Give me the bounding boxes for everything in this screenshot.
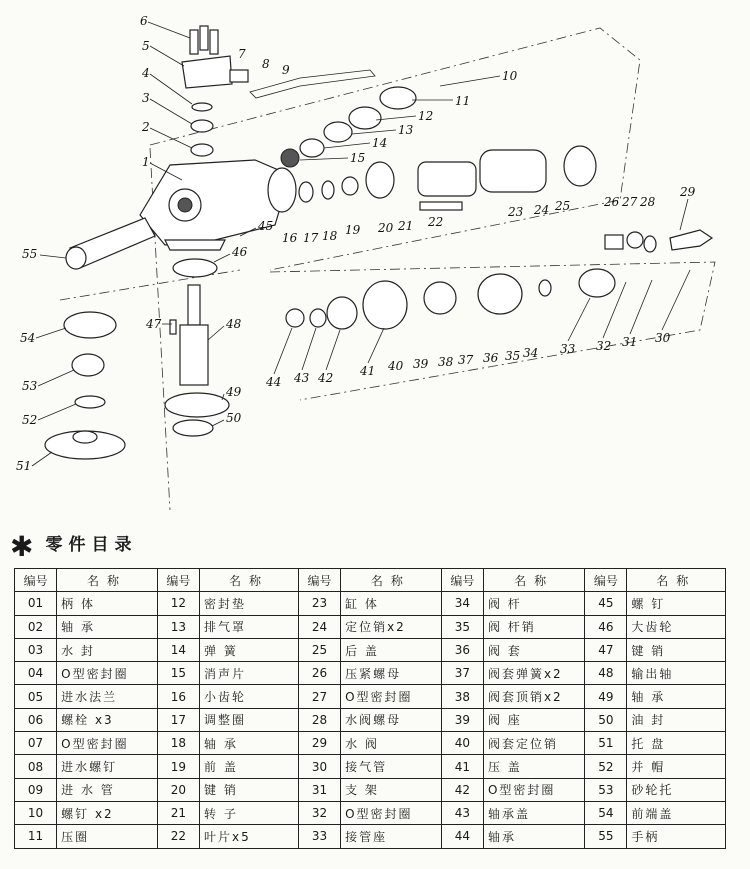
part-number: 37 (441, 662, 483, 685)
callout: 37 (458, 353, 474, 367)
part-number: 07 (15, 732, 57, 755)
callout: 50 (226, 411, 242, 425)
callout: 31 (622, 335, 638, 349)
callout: 38 (438, 355, 454, 369)
part-name: 定位销x2 (341, 615, 442, 638)
part-name: 水 封 (57, 638, 158, 661)
callout: 33 (560, 342, 576, 356)
table-row (15, 732, 726, 755)
part-name: 输出轴 (627, 662, 726, 685)
callout: 42 (318, 371, 334, 385)
part-number: 54 (585, 801, 627, 824)
header-number: 编号 (157, 569, 199, 592)
part-number: 17 (157, 708, 199, 731)
callout: 16 (282, 231, 298, 245)
part-number: 29 (298, 732, 340, 755)
callout: 3 (142, 91, 150, 105)
callout: 47 (146, 317, 162, 331)
part-name: O型密封圈 (341, 801, 442, 824)
callout: 27 (622, 195, 638, 209)
part-number: 33 (298, 825, 340, 848)
part-number: 34 (441, 592, 483, 615)
callout: 35 (505, 349, 521, 363)
callout: 26 (604, 195, 620, 209)
callout: 46 (232, 245, 248, 259)
part-name: 阀套顶销x2 (483, 685, 584, 708)
part-name: 进水螺钉 (57, 755, 158, 778)
part-number: 16 (157, 685, 199, 708)
part-name: 螺钉 x2 (57, 801, 158, 824)
part-number: 44 (441, 825, 483, 848)
table-row (15, 615, 726, 638)
part-number: 46 (585, 615, 627, 638)
part-name: 轴 承 (57, 615, 158, 638)
part-name: 阀 杆销 (483, 615, 584, 638)
callout: 49 (226, 385, 242, 399)
part-name: 前端盖 (627, 801, 726, 824)
valve-assembly (286, 269, 615, 329)
header-number: 编号 (585, 569, 627, 592)
water-pipe (250, 70, 375, 98)
callout: 14 (372, 136, 388, 150)
part-number: 01 (15, 592, 57, 615)
catalog-title-text: 零件目录 (45, 535, 138, 555)
part-name: 进 水 管 (57, 778, 158, 801)
part-number: 19 (157, 755, 199, 778)
body-part (140, 160, 290, 250)
part-name: O型密封圈 (341, 685, 442, 708)
callout: 12 (418, 109, 434, 123)
part-name: 阀 套 (483, 638, 584, 661)
part-name: 阀 杆 (483, 592, 584, 615)
callout: 45 (258, 219, 274, 233)
part-name: O型密封圈 (57, 732, 158, 755)
callout: 41 (360, 364, 376, 378)
rear-seal-parts (268, 87, 416, 212)
part-name: 后 盖 (341, 638, 442, 661)
part-name: 叶片x5 (200, 825, 299, 848)
callout: 18 (322, 229, 338, 243)
part-number: 52 (585, 755, 627, 778)
table-row (15, 708, 726, 731)
part-name: 接管座 (341, 825, 442, 848)
callout: 36 (483, 351, 499, 365)
part-number: 24 (298, 615, 340, 638)
callout: 8 (262, 57, 270, 71)
grinding-pad-stack (45, 312, 125, 459)
callout: 44 (266, 375, 282, 389)
part-name: 托 盘 (627, 732, 726, 755)
header-number: 编号 (441, 569, 483, 592)
callout: 20 (378, 221, 394, 235)
part-number: 48 (585, 662, 627, 685)
part-name: 排气罩 (200, 615, 299, 638)
part-name: 并 帽 (627, 755, 726, 778)
table-row (15, 685, 726, 708)
part-name: 键 销 (627, 638, 726, 661)
callout: 40 (388, 359, 404, 373)
part-name: 螺 钉 (627, 592, 726, 615)
part-name: 消声片 (200, 662, 299, 685)
callout: 19 (345, 223, 361, 237)
part-name: 缸 体 (341, 592, 442, 615)
callout: 22 (428, 215, 444, 229)
flange-stack (182, 26, 248, 156)
part-number: 03 (15, 638, 57, 661)
part-number: 23 (298, 592, 340, 615)
callout: 17 (303, 231, 319, 245)
part-name: 密封垫 (200, 592, 299, 615)
table-row (15, 638, 726, 661)
part-number: 25 (298, 638, 340, 661)
table-row (15, 801, 726, 824)
part-number: 05 (15, 685, 57, 708)
part-name: 轴 承 (200, 732, 299, 755)
part-name: 调整圈 (200, 708, 299, 731)
part-name: 螺栓 x3 (57, 708, 158, 731)
callout: 53 (22, 379, 38, 393)
part-name: 手柄 (627, 825, 726, 848)
part-name: 轴承 (483, 825, 584, 848)
callout: 11 (455, 94, 471, 108)
handle-part (66, 218, 155, 269)
part-name: O型密封圈 (483, 778, 584, 801)
part-name: O型密封圈 (57, 662, 158, 685)
part-number: 42 (441, 778, 483, 801)
catalog-title (10, 530, 137, 563)
callout: 43 (294, 371, 310, 385)
part-number: 39 (441, 708, 483, 731)
part-name: 大齿轮 (627, 615, 726, 638)
callout: 15 (350, 151, 366, 165)
callout: 23 (508, 205, 524, 219)
part-number: 41 (441, 755, 483, 778)
output-shaft-stack (165, 259, 229, 436)
part-number: 49 (585, 685, 627, 708)
callout: 10 (502, 69, 518, 83)
asterisk-icon: ✱ (10, 530, 40, 563)
callout: 28 (640, 195, 656, 209)
part-number: 31 (298, 778, 340, 801)
part-number: 50 (585, 708, 627, 731)
part-number: 40 (441, 732, 483, 755)
part-name: 压紧螺母 (341, 662, 442, 685)
part-name: 柄 体 (57, 592, 158, 615)
part-name: 阀 座 (483, 708, 584, 731)
table-row (15, 825, 726, 848)
header-number: 编号 (15, 569, 57, 592)
header-name: 名称 (627, 569, 726, 592)
part-number: 04 (15, 662, 57, 685)
part-number: 51 (585, 732, 627, 755)
part-number: 55 (585, 825, 627, 848)
water-valve-parts (605, 230, 712, 252)
part-number: 20 (157, 778, 199, 801)
part-number: 27 (298, 685, 340, 708)
part-number: 22 (157, 825, 199, 848)
part-number: 13 (157, 615, 199, 638)
callout: 54 (20, 331, 36, 345)
part-number: 08 (15, 755, 57, 778)
callout: 51 (16, 459, 32, 473)
part-number: 32 (298, 801, 340, 824)
header-number: 编号 (298, 569, 340, 592)
part-number: 15 (157, 662, 199, 685)
part-number: 28 (298, 708, 340, 731)
callout: 34 (523, 346, 539, 360)
header-name: 名称 (483, 569, 584, 592)
part-name: 轴承盖 (483, 801, 584, 824)
part-name: 进水法兰 (57, 685, 158, 708)
table-header-row (15, 569, 726, 592)
part-number: 14 (157, 638, 199, 661)
callout: 29 (680, 185, 696, 199)
part-name: 油 封 (627, 708, 726, 731)
callout: 7 (238, 47, 246, 61)
part-number: 53 (585, 778, 627, 801)
part-number: 38 (441, 685, 483, 708)
callout: 1 (142, 155, 150, 169)
callout: 25 (555, 199, 571, 213)
part-name: 转 子 (200, 801, 299, 824)
part-number: 09 (15, 778, 57, 801)
part-name: 阀套弹簧x2 (483, 662, 584, 685)
part-name: 接气管 (341, 755, 442, 778)
part-number: 11 (15, 825, 57, 848)
callout: 9 (282, 63, 290, 77)
callout: 4 (142, 66, 150, 80)
callout: 5 (142, 39, 150, 53)
callout: 32 (596, 339, 612, 353)
part-number: 18 (157, 732, 199, 755)
part-number: 06 (15, 708, 57, 731)
header-name: 名称 (200, 569, 299, 592)
part-number: 26 (298, 662, 340, 685)
callout: 2 (142, 120, 150, 134)
part-number: 36 (441, 638, 483, 661)
callout: 30 (655, 331, 671, 345)
part-name: 键 销 (200, 778, 299, 801)
callout: 52 (22, 413, 38, 427)
part-number: 10 (15, 801, 57, 824)
callout: 48 (226, 317, 242, 331)
part-name: 水 阀 (341, 732, 442, 755)
part-name: 阀套定位销 (483, 732, 584, 755)
part-number: 45 (585, 592, 627, 615)
part-name: 轴 承 (627, 685, 726, 708)
callout: 13 (398, 123, 414, 137)
part-name: 砂轮托 (627, 778, 726, 801)
callout: 21 (398, 219, 414, 233)
part-number: 43 (441, 801, 483, 824)
table-row (15, 778, 726, 801)
part-name: 压 盖 (483, 755, 584, 778)
header-name: 名称 (57, 569, 158, 592)
part-name: 支 架 (341, 778, 442, 801)
callout: 6 (140, 14, 148, 28)
callout: 39 (413, 357, 429, 371)
part-number: 02 (15, 615, 57, 638)
part-number: 30 (298, 755, 340, 778)
part-name: 小齿轮 (200, 685, 299, 708)
part-name: 压圈 (57, 825, 158, 848)
table-row (15, 592, 726, 615)
part-number: 12 (157, 592, 199, 615)
part-name: 水阀螺母 (341, 708, 442, 731)
part-name: 前 盖 (200, 755, 299, 778)
part-number: 47 (585, 638, 627, 661)
part-number: 21 (157, 801, 199, 824)
callout: 55 (22, 247, 38, 261)
part-name: 弹 簧 (200, 638, 299, 661)
callout: 24 (534, 203, 550, 217)
parts-catalog-table (14, 568, 726, 849)
header-name: 名称 (341, 569, 442, 592)
table-row (15, 755, 726, 778)
part-number: 35 (441, 615, 483, 638)
table-row (15, 662, 726, 685)
